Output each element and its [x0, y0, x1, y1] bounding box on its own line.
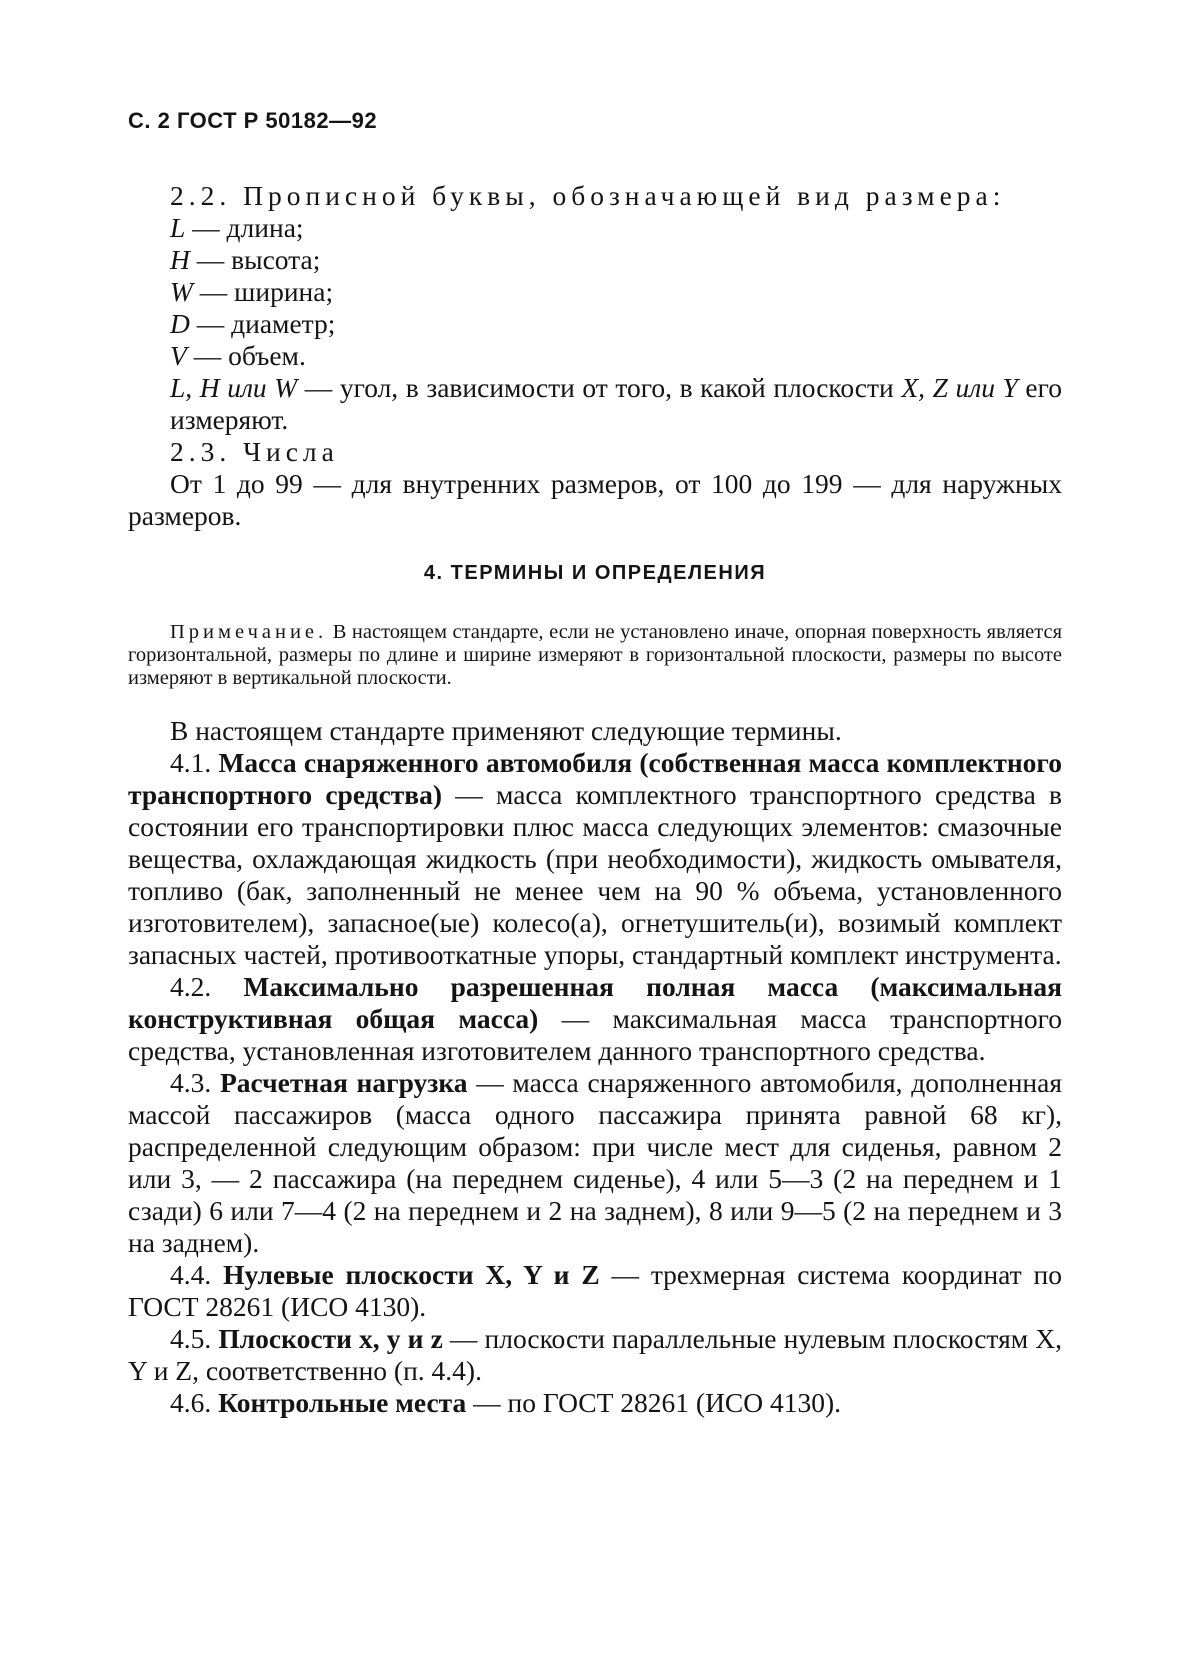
letter-symbol: D — [170, 308, 190, 339]
term-definition: — по ГОСТ 28261 (ИСО 4130). — [466, 1387, 842, 1418]
clause-2-2-heading: 2.2. Прописной буквы, обозначающей вид размера: — [170, 180, 1006, 211]
letter-symbol: V — [170, 340, 187, 371]
letter-symbol: L — [170, 212, 186, 243]
term-4-5 — [128, 1323, 1062, 1387]
term-number: 4.5. — [170, 1323, 219, 1354]
clause-2-3-heading: 2.3. Числа — [170, 436, 339, 467]
term-name: Масса снаряженного автомобиля (собственная масса комплектного транспортного средства) — [128, 747, 1062, 810]
angle-letters: L, H или W — [170, 372, 298, 403]
angle-planes: X, Z или Y — [901, 372, 1018, 403]
section-title: 4. ТЕРМИНЫ И ОПРЕДЕЛЕНИЯ — [423, 562, 767, 584]
list-item-text: — длина; — [192, 212, 304, 243]
term-definition: — плоскости параллельные нулевым плоскостям X, Y и Z, соответственно (п. 4.4). — [128, 1323, 1062, 1386]
list-item-text: — ширина; — [199, 276, 334, 307]
term-number: 4.2. — [170, 971, 244, 1002]
angle-tail: его измеряют. — [170, 372, 1062, 435]
note-paragraph — [128, 621, 1062, 690]
term-number: 4.1. — [170, 747, 219, 778]
term-4-4 — [128, 1259, 1062, 1323]
list-item — [170, 244, 1062, 276]
list-item-text: — объем. — [193, 340, 306, 371]
term-definition: — максимальная масса транспортного средства, установленная изготовителем данного транспортного средства. — [128, 1003, 1062, 1066]
page-header: С. 2 ГОСТ Р 50182—92 — [128, 108, 378, 133]
clause-2-3-text: От 1 до 99 — для внутренних размеров, от 100 до 199 — для наружных размеров. — [128, 468, 1062, 531]
term-name: Максимально разрешенная полная масса (максимальная конструктивная общая масса) — [128, 971, 1063, 1034]
term-name: Расчетная нагрузка — [219, 1067, 468, 1098]
term-definition: — трехмерная система координат по ГОСТ 28261 (ИСО 4130). — [128, 1259, 1062, 1322]
dimension-letter-list — [128, 212, 1062, 372]
term-name: Плоскости x, y и z — [218, 1323, 443, 1354]
list-item — [170, 212, 1062, 244]
note-text: В настоящем стандарте, если не установлено иначе, опорная поверхность является горизонтальной, размеры по длине и ширине измеряют в горизонтальной плоскости, размеры по высоте измеряют в вертикальной плоскости. — [128, 621, 1062, 689]
term-4-6 — [128, 1387, 1062, 1419]
angle-paragraph — [128, 372, 1062, 436]
list-item — [170, 308, 1062, 340]
term-number: 4.4. — [170, 1259, 224, 1290]
term-4-3 — [128, 1067, 1062, 1259]
list-item — [170, 276, 1062, 308]
term-number: 4.3. — [170, 1067, 220, 1098]
letter-symbol: W — [170, 276, 193, 307]
list-item — [170, 340, 1062, 372]
term-name: Нулевые плоскости X, Y и Z — [223, 1259, 600, 1290]
term-definition: — масса комплектного транспортного средства в состоянии его транспортировки плюс масса следующих элементов: смазочные вещества, охлаждающая жидкость (при необходимости), жидкость омывателя, топливо (бак, заполненный не менее чем на 90 % объема, установленного изготовителем), запасное(ые) колесо(а), огнетушитель(и), возимый комплект запасных частей, противооткатные упоры, стандартный комплект инструмента. — [128, 779, 1062, 970]
angle-text: — угол, в зависимости от того, в какой плоскости — [297, 372, 902, 403]
letter-symbol: H — [170, 244, 190, 275]
term-definition: — масса снаряженного автомобиля, дополненная массой пассажиров (масса одного пассажира принята равной 68 кг), распределенной следующим образом: при числе мест для сиденья, равном 2 или 3, — 2 пассажира (на переднем сиденье), 4 или 5—3 (2 на переднем и 1 сзади) 6 или 7—4 (2 на переднем и 2 на заднем), 8 или 9—5 (2 на переднем и 3 на заднем). — [128, 1067, 1062, 1258]
term-4-2 — [128, 971, 1062, 1067]
list-item-text: — высота; — [196, 244, 321, 275]
terms-intro: В настоящем стандарте применяют следующие термины. — [170, 715, 842, 746]
term-name: Контрольные места — [218, 1387, 467, 1418]
note-heading: Примечание. — [170, 621, 328, 643]
term-number: 4.6. — [170, 1387, 219, 1418]
term-4-1 — [128, 747, 1062, 971]
list-item-text: — диаметр; — [196, 308, 336, 339]
